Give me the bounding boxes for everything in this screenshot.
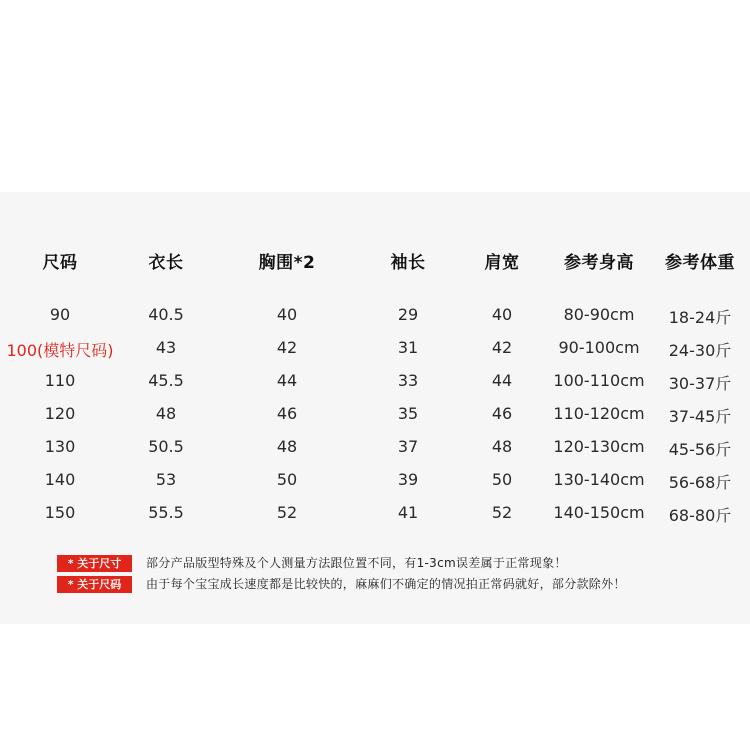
cell-size: 120 bbox=[44, 404, 76, 423]
cell-size: 100(模特尺码) bbox=[6, 341, 114, 360]
cell-sleeve: 35 bbox=[397, 404, 419, 423]
cell-shoulder: 42 bbox=[491, 338, 513, 357]
cell-sleeve: 31 bbox=[397, 338, 419, 357]
cell-chest: 50 bbox=[276, 470, 298, 489]
cell-shoulder: 40 bbox=[491, 305, 513, 324]
cell-weight: 68-80斤 bbox=[668, 506, 732, 525]
cell-length: 43 bbox=[155, 338, 177, 357]
cell-height: 100-110cm bbox=[553, 371, 645, 390]
cell-sleeve: 29 bbox=[397, 305, 419, 324]
cell-shoulder: 50 bbox=[491, 470, 513, 489]
cell-shoulder: 48 bbox=[491, 437, 513, 456]
cell-size: 130 bbox=[44, 437, 76, 456]
cell-height: 110-120cm bbox=[553, 404, 645, 423]
cell-weight: 56-68斤 bbox=[668, 473, 732, 492]
cell-sleeve: 33 bbox=[397, 371, 419, 390]
cell-height: 80-90cm bbox=[563, 305, 635, 324]
note-tag: * 关于尺寸 bbox=[57, 555, 132, 572]
note-text: 由于每个宝宝成长速度都是比较快的，麻麻们不确定的情况拍正常码就好，部分款除外！ bbox=[146, 577, 626, 591]
cell-sleeve: 41 bbox=[397, 503, 419, 522]
cell-length: 50.5 bbox=[148, 437, 184, 456]
cell-weight: 45-56斤 bbox=[668, 440, 732, 459]
header-shoulder: 肩宽 bbox=[484, 253, 520, 273]
cell-length: 55.5 bbox=[148, 503, 184, 522]
cell-height: 120-130cm bbox=[553, 437, 645, 456]
cell-size: 140 bbox=[44, 470, 76, 489]
cell-size: 150 bbox=[44, 503, 76, 522]
cell-weight: 24-30斤 bbox=[668, 341, 732, 360]
cell-size: 110 bbox=[44, 371, 76, 390]
cell-chest: 52 bbox=[276, 503, 298, 522]
cell-chest: 44 bbox=[276, 371, 298, 390]
header-chest: 胸围*2 bbox=[258, 253, 316, 273]
cell-shoulder: 46 bbox=[491, 404, 513, 423]
header-weight: 参考体重 bbox=[665, 253, 735, 273]
cell-chest: 48 bbox=[276, 437, 298, 456]
cell-length: 53 bbox=[155, 470, 177, 489]
cell-shoulder: 44 bbox=[491, 371, 513, 390]
header-height: 参考身高 bbox=[564, 253, 634, 273]
cell-sleeve: 37 bbox=[397, 437, 419, 456]
cell-height: 140-150cm bbox=[553, 503, 645, 522]
cell-height: 90-100cm bbox=[558, 338, 640, 357]
cell-size: 90 bbox=[49, 305, 71, 324]
header-sleeve: 袖长 bbox=[390, 253, 426, 273]
cell-weight: 18-24斤 bbox=[668, 308, 732, 327]
cell-length: 45.5 bbox=[148, 371, 184, 390]
cell-length: 40.5 bbox=[148, 305, 184, 324]
cell-weight: 30-37斤 bbox=[668, 374, 732, 393]
cell-length: 48 bbox=[155, 404, 177, 423]
note-tag: * 关于尺码 bbox=[57, 576, 132, 593]
cell-chest: 46 bbox=[276, 404, 298, 423]
cell-chest: 40 bbox=[276, 305, 298, 324]
cell-sleeve: 39 bbox=[397, 470, 419, 489]
cell-weight: 37-45斤 bbox=[668, 407, 732, 426]
header-size: 尺码 bbox=[42, 253, 78, 273]
cell-height: 130-140cm bbox=[553, 470, 645, 489]
note-text: 部分产品版型特殊及个人测量方法跟位置不同，有1-3cm误差属于正常现象！ bbox=[146, 556, 567, 570]
header-length: 衣长 bbox=[148, 253, 184, 273]
cell-shoulder: 52 bbox=[491, 503, 513, 522]
cell-chest: 42 bbox=[276, 338, 298, 357]
